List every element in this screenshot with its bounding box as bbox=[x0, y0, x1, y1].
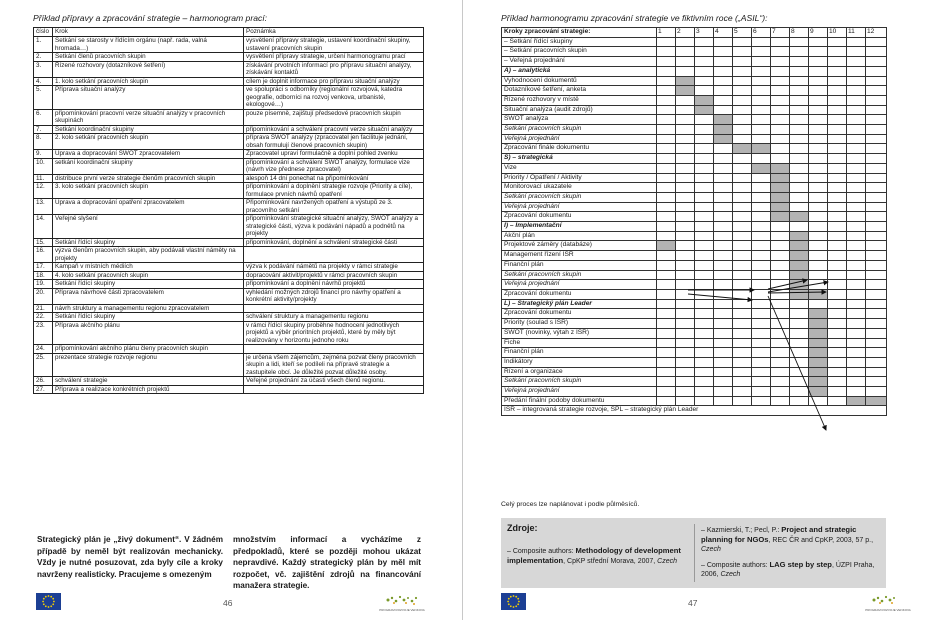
row-number: 26. bbox=[34, 377, 53, 386]
month-header: 4 bbox=[714, 28, 733, 38]
month-header: 5 bbox=[733, 28, 752, 38]
row-step: Řízené rozhovory (dotazníkové šetření) bbox=[53, 61, 244, 77]
month-header: 7 bbox=[771, 28, 790, 38]
row-number: 19. bbox=[34, 280, 53, 289]
row-note: získávání prvotních informací pro přípravu situační analýzy, získávání kontaktů bbox=[244, 61, 424, 77]
row-note: Připomínkování navržených opatření a výstupů ze 3. pracovního setkání bbox=[244, 199, 424, 215]
row-note: Zpracovatel upraví formulačně a doplní pohled zvenku bbox=[244, 150, 424, 159]
gantt-row-label: – Veřejná projednání bbox=[502, 57, 657, 67]
row-note: pouze písemně, zajištují předsedové pracovních skupin bbox=[244, 109, 424, 125]
row-step: distribuce první verze strategie členům pracovních skupin bbox=[53, 174, 244, 183]
row-step: Příprava situační analýzy bbox=[53, 86, 244, 110]
source-2 bbox=[701, 525, 881, 554]
gantt-row-label: Veřejná projednání bbox=[502, 202, 657, 212]
arrow-to-projects bbox=[768, 292, 826, 293]
gantt-footnote: ISR – integrovaná strategie rozvoje, SPL – strategický plán Leader bbox=[502, 406, 887, 416]
source-1-prefix: – Composite authors: bbox=[507, 548, 576, 555]
gantt-row-label: Setkání pracovních skupin bbox=[502, 377, 657, 387]
note-text-2: množstvím informací a vycházíme z předpokladů, které se později mohou ukázat nepravdivé. Každý strategický plán by měl mít rozpočet, vč. zajištění zdrojů na financování manažera strategie. bbox=[233, 535, 421, 591]
row-note: ve spolupráci s odborníky (regionální rozvojová, katedra geografie, odborníci na rozvoj venkova, urbanisté, ekologové…) bbox=[244, 86, 424, 110]
row-note: vyhledání možných zdrojů financí pro návrhy opatření a konkrétní aktivity/projekty bbox=[244, 288, 424, 304]
row-note: v rámci řídící skupiny proběhne hodnocení jednotlivých projektů a výběr prioritních projektů, které by měly být realizovány v horizontu jednoho roku bbox=[244, 321, 424, 345]
row-note: dopracování aktivit/projektů v rámci pracovních skupin bbox=[244, 271, 424, 280]
gantt-row-label: Zpracování dokumentu bbox=[502, 309, 657, 319]
sources-box bbox=[501, 518, 886, 588]
source-3-place: Czech bbox=[720, 571, 741, 578]
row-number: 15. bbox=[34, 238, 53, 247]
right-page-title: Příklad harmonogramu zpracování strategie ve fiktivním roce („ASIL“): bbox=[501, 13, 768, 23]
gantt-row-label: SWOT (novinky, výtah z ISR) bbox=[502, 328, 657, 338]
source-3-rest: , ÚZPI Praha, 2006, bbox=[701, 562, 875, 578]
row-note: připomínkování a schválení pracovní verze situační analýzy bbox=[244, 125, 424, 134]
row-step: Setkání koordinační skupiny bbox=[53, 125, 244, 134]
gantt-row-label: Předání finální podoby dokumentu bbox=[502, 396, 657, 406]
row-step: Setkání řídící skupiny bbox=[53, 238, 244, 247]
row-note: připomínkování, doplnění a schválení strategické části bbox=[244, 238, 424, 247]
gantt-row-label: Veřejná projednání bbox=[502, 134, 657, 144]
gantt-row-label: A) – analytická bbox=[502, 66, 657, 76]
row-step: Kampaň v místních médiích bbox=[53, 263, 244, 272]
row-number: 8. bbox=[34, 134, 53, 150]
sources-divider bbox=[694, 524, 695, 582]
arrow-to-action-plan bbox=[768, 280, 807, 289]
row-number: 24. bbox=[34, 345, 53, 354]
source-2-rest: , REC ČR and CpKP, 2003, 57 p., bbox=[768, 537, 874, 544]
row-number: 6. bbox=[34, 109, 53, 125]
gantt-row-label: Monitorovací ukazatele bbox=[502, 183, 657, 193]
gantt-row-label: Dotazníkové šetření, anketa bbox=[502, 86, 657, 96]
row-step: Příprava akčního plánu bbox=[53, 321, 244, 345]
gantt-row-label: Akční plán bbox=[502, 231, 657, 241]
gantt-row-label: Veřejná projednání bbox=[502, 387, 657, 397]
source-1-title: Methodology of development implementation bbox=[507, 546, 681, 565]
header-note: Poznámka bbox=[244, 28, 424, 37]
source-1-rest: , CpKP střední Morava, 2007, bbox=[563, 558, 658, 565]
row-number: 20. bbox=[34, 288, 53, 304]
row-step: 2. kolo setkání pracovních skupin bbox=[53, 134, 244, 150]
gantt-row-label: Finanční plán bbox=[502, 348, 657, 358]
row-note: připomínkování a doplnění návrhů projektů bbox=[244, 280, 424, 289]
source-2-place: Czech bbox=[701, 546, 721, 553]
source-1-place: Czech bbox=[657, 558, 678, 565]
page-number-left: 46 bbox=[223, 598, 233, 608]
leader-logo-text: PROGRAM ROZVOJE VENKOVA bbox=[379, 608, 425, 612]
gantt-row-label: L) – Strategický plán Leader bbox=[502, 299, 657, 309]
gantt-row-label: Setkání pracovních skupin bbox=[502, 192, 657, 202]
gantt-row-label: Řízené rozhovory v místě bbox=[502, 95, 657, 105]
row-note: Veřejné projednání za účasti všech členů regionu. bbox=[244, 377, 424, 386]
gantt-row-label: Indikátory bbox=[502, 357, 657, 367]
arrow-projects-to-mgmt bbox=[688, 294, 752, 300]
row-step: prezentace strategie rozvoje regionu bbox=[53, 353, 244, 377]
gantt-row-label: I) – Implementační bbox=[502, 222, 657, 232]
gantt-row-label: Management řízení ISR bbox=[502, 251, 657, 261]
row-number: 11. bbox=[34, 174, 53, 183]
source-2-title: Project and strategic planning for NGOs bbox=[701, 525, 857, 544]
gantt-row-label: – Setkání řídící skupiny bbox=[502, 37, 657, 47]
note-text-1: Strategický plán je „živý dokument“. V žádném případě by neměl být realizován mechanicky. Vždy je nutné posuzovat, zda byly cíle a kroky navrženy realisticky. Pracujeme s omezeným bbox=[37, 535, 223, 579]
month-header: 9 bbox=[809, 28, 828, 38]
source-1 bbox=[507, 546, 689, 566]
row-step: návrh struktury a managementu regionu zpracovatelem bbox=[53, 304, 244, 313]
source-2-prefix: – Kazmierski, T.; Pecl, P.: bbox=[701, 527, 782, 534]
gantt-row-label: Setkání pracovních skupin bbox=[502, 270, 657, 280]
row-step: Úprava a dopracování opatření zpracovatelem bbox=[53, 199, 244, 215]
row-note: připomínkování a doplnění strategie rozvoje (Priority a cíle), formulace prvních návrhů opatření bbox=[244, 183, 424, 199]
row-step: Setkání řídící skupiny bbox=[53, 313, 244, 322]
row-number: 22. bbox=[34, 313, 53, 322]
row-step: Úprava a dopracování SWOT zpracovatelem bbox=[53, 150, 244, 159]
row-step: připomínkování akčního plánu členy pracovních skupin bbox=[53, 345, 244, 354]
left-page-title: Příklad přípravy a zpracování strategie – harmonogram prací: bbox=[33, 13, 268, 23]
row-number: 16. bbox=[34, 247, 53, 263]
month-header: 8 bbox=[790, 28, 809, 38]
eu-flag-icon-right bbox=[501, 593, 526, 610]
month-header: 10 bbox=[828, 28, 847, 38]
row-note: schválení struktury a managementu regionu bbox=[244, 313, 424, 322]
row-note: výzva k podávání námětů na projekty v rámci strategie bbox=[244, 263, 424, 272]
dependency-arrows bbox=[688, 280, 828, 430]
row-step: schválení strategie bbox=[53, 377, 244, 386]
sources-title: Zdroje: bbox=[507, 523, 538, 533]
row-number: 4. bbox=[34, 77, 53, 86]
row-note: je určena všem zájemcům, zejména pozvat členy pracovních skupin a lidi, kteří se podíleli na přípravě strategie a zastupitele obcí. Je důležité pozvat důležité osoby. bbox=[244, 353, 424, 377]
gantt-row-label: Situační analýza (audit zdrojů) bbox=[502, 105, 657, 115]
eu-stars-icon-right bbox=[501, 593, 526, 610]
row-number: 10. bbox=[34, 158, 53, 174]
row-note: připomínkování strategické situační analýzy, SWOT analýzy a strategické části, výzva k podávání nápadů a podnětů na projekty bbox=[244, 215, 424, 239]
month-header: 11 bbox=[847, 28, 866, 38]
row-note: příprava SWOT analýzy (zpracovatel jen facilituje jednání, obsah formulují členové pracovních skupin) bbox=[244, 134, 424, 150]
gantt-row-label: Zpracování dokumentu bbox=[502, 289, 657, 299]
row-step: Setkání řídící skupiny bbox=[53, 280, 244, 289]
row-step: Příprava návrhové části zpracovatelem bbox=[53, 288, 244, 304]
month-header: 2 bbox=[676, 28, 695, 38]
header-step: Krok bbox=[53, 28, 244, 37]
row-number: 14. bbox=[34, 215, 53, 239]
row-number: 13. bbox=[34, 199, 53, 215]
row-number: 2. bbox=[34, 53, 53, 62]
row-number: 21. bbox=[34, 304, 53, 313]
row-note: cílem je doplnit informace pro přípravu situační analýzy bbox=[244, 77, 424, 86]
month-header: 12 bbox=[866, 28, 887, 38]
source-3-prefix: – Composite authors: bbox=[701, 562, 770, 569]
row-step: Setkání členů pracovních skupin bbox=[53, 53, 244, 62]
gantt-row-label: Projektové záměry (databáze) bbox=[502, 241, 657, 251]
gantt-row-label: Setkání pracovních skupin bbox=[502, 125, 657, 135]
row-step: Veřejné slyšení bbox=[53, 215, 244, 239]
gantt-row-label: Zpracování finále dokumentu bbox=[502, 144, 657, 154]
row-step: 1. kolo setkání pracovních skupin bbox=[53, 77, 244, 86]
row-step: Příprava a realizace konkrétních projektů bbox=[53, 385, 244, 394]
gantt-header-label: Kroky zpracování strategie: bbox=[502, 28, 657, 38]
row-number: 27. bbox=[34, 385, 53, 394]
gantt-row-label: Finanční plán bbox=[502, 260, 657, 270]
page-number-right: 47 bbox=[688, 598, 698, 608]
row-step: setkání koordinační skupiny bbox=[53, 158, 244, 174]
month-header: 1 bbox=[657, 28, 676, 38]
month-header: 6 bbox=[752, 28, 771, 38]
gantt-row-label: Fiche bbox=[502, 338, 657, 348]
row-note: vysvětlení přípravy strategie, ustavení koordinační skupiny, ustavení pracovních skupin bbox=[244, 37, 424, 53]
row-number: 1. bbox=[34, 37, 53, 53]
gantt-row-label: – Setkání pracovních skupin bbox=[502, 47, 657, 57]
row-step: 3. kolo setkání pracovních skupin bbox=[53, 183, 244, 199]
source-3-title: LAG step by step bbox=[769, 560, 832, 569]
header-number: číslo bbox=[34, 28, 53, 37]
gantt-row-label: Zpracování dokumentu bbox=[502, 212, 657, 222]
gantt-row-label: Řízení a organizace bbox=[502, 367, 657, 377]
gantt-row-label: S) – strategická bbox=[502, 154, 657, 164]
row-number: 17. bbox=[34, 263, 53, 272]
gantt-row-label: Priority / Opatření / Aktivity bbox=[502, 173, 657, 183]
row-step: Setkání se starosty v řídícím orgánu (např. rada, valná hromada…) bbox=[53, 37, 244, 53]
row-number: 7. bbox=[34, 125, 53, 134]
row-number: 3. bbox=[34, 61, 53, 77]
gantt-row-label: Vize bbox=[502, 163, 657, 173]
row-number: 12. bbox=[34, 183, 53, 199]
row-number: 5. bbox=[34, 86, 53, 110]
arrow-to-leader bbox=[768, 296, 826, 430]
row-step: výzva členům pracovních skupin, aby podávali vlastní náměty na projekty bbox=[53, 247, 244, 263]
row-number: 25. bbox=[34, 353, 53, 377]
source-3 bbox=[701, 560, 881, 579]
row-number: 18. bbox=[34, 271, 53, 280]
row-number: 9. bbox=[34, 150, 53, 159]
gantt-row-label: Veřejná projednání bbox=[502, 280, 657, 290]
row-note: vysvětlení přípravy strategie, určení harmonogramu prací bbox=[244, 53, 424, 62]
leader-logo-right bbox=[864, 592, 912, 614]
gantt-row-label: SWOT analýza bbox=[502, 115, 657, 125]
row-step: 4. kolo setkání pracovních skupin bbox=[53, 271, 244, 280]
gantt-row-label: Priority (soulad s ISR) bbox=[502, 319, 657, 329]
row-step: připomínkování pracovní verze situační analýzy v pracovních skupinách bbox=[53, 109, 244, 125]
leader-logo-right-text: PROGRAM ROZVOJE VENKOVA bbox=[865, 608, 911, 612]
page-note: Celý proces lze naplánovat i podle půlměsíců. bbox=[501, 501, 640, 508]
row-number: 23. bbox=[34, 321, 53, 345]
row-note: připomínkování a schválení SWOT analýzy, formulace vize (návrh vize přednese zpracovatel) bbox=[244, 158, 424, 174]
month-header: 3 bbox=[695, 28, 714, 38]
gantt-row-label: Vyhodnocení dokumentů bbox=[502, 76, 657, 86]
row-note: alespoň 14 dní ponechat na připomínkování bbox=[244, 174, 424, 183]
